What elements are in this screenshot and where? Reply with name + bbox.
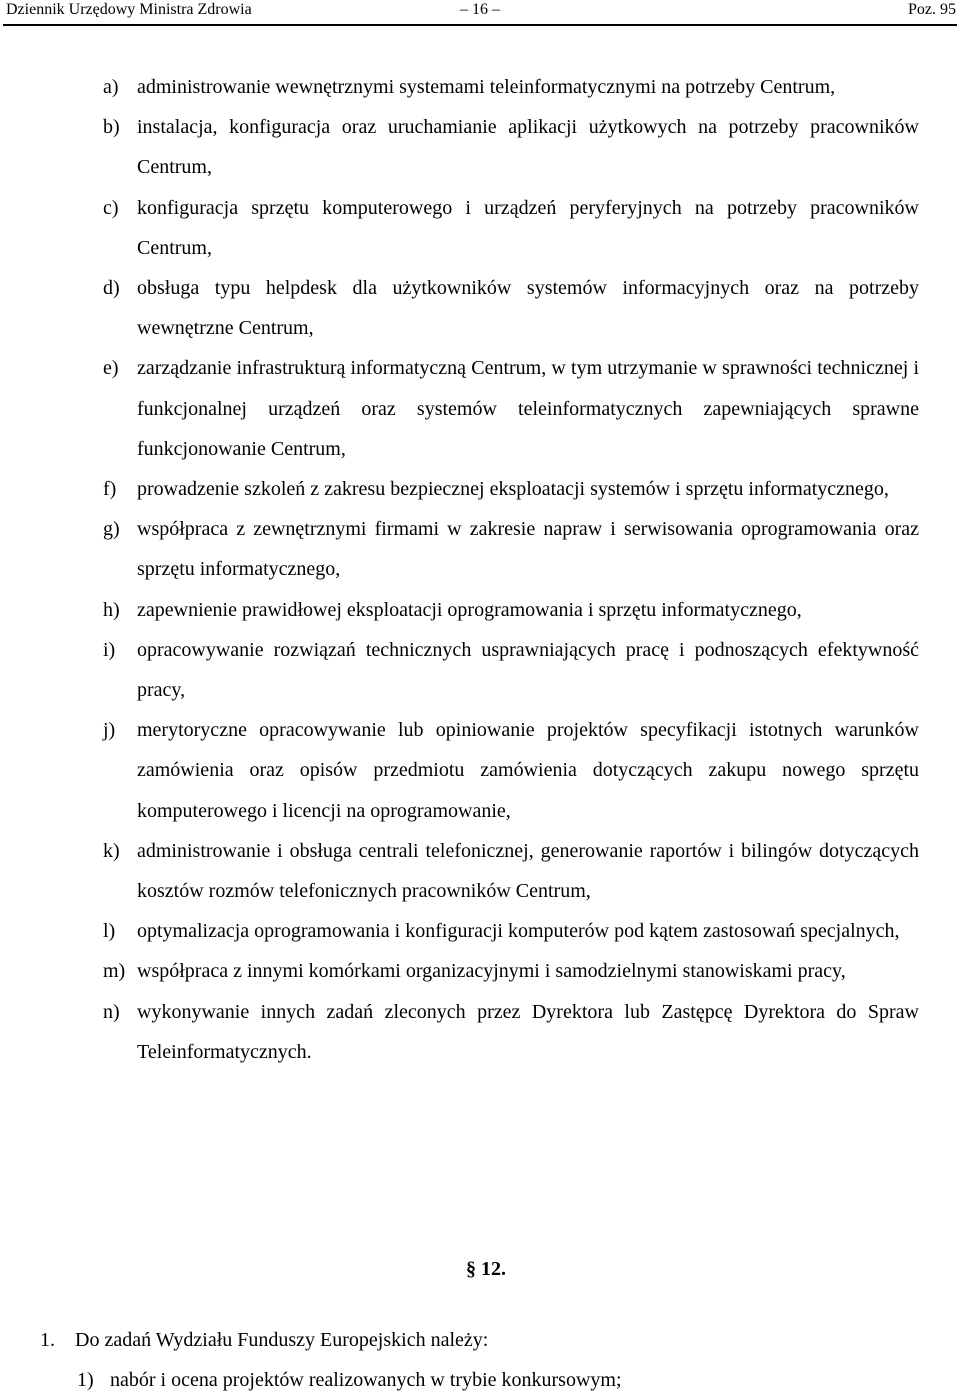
list-item [0,188,960,268]
section-heading: § 12. [466,1258,506,1280]
list-item [0,710,960,831]
list-item [0,831,960,911]
list-item [0,348,960,469]
list-item [0,469,960,509]
header-rule [3,24,957,26]
list-marker: g) [103,518,120,541]
list-item [0,67,960,107]
list-marker: e) [103,357,119,380]
list-marker: n) [103,1000,120,1023]
list-marker: j) [103,719,116,742]
list-item [0,590,960,630]
paragraph-1-intro [0,1320,960,1360]
list-marker: m) [103,960,126,983]
list-item-text: administrowanie wewnętrznymi systemami teleinformatycznymi na potrzeby Centrum, [137,76,836,98]
list-marker: h) [103,598,120,621]
list-item [0,1360,960,1400]
point-text: nabór i ocena projektów realizowanych w trybie konkursowym; [110,1369,622,1391]
paragraph-text: Do zadań Wydziału Funduszy Europejskich należy: [75,1329,489,1351]
list-item-text: współpraca z zewnętrznymi firmami w zakresie napraw i serwisowania oprogramowania oraz sprzętu informatycznego, [137,518,919,581]
paragraph-number: 1. [40,1329,55,1351]
list-marker: a) [103,76,119,98]
list-item-text: obsługa typu helpdesk dla użytkowników systemów informacyjnych oraz na potrzeby wewnętrzne Centrum, [137,277,919,340]
page-header [0,0,960,26]
list-item [0,992,960,1072]
list-item-text: merytoryczne opracowywanie lub opiniowanie projektów specyfikacji istotnych warunków zamówienia oraz opisów przedmiotu zamówienia dotyczących zakupu nowego sprzętu komputerowego i licencji na oprogramowanie, [137,719,919,822]
list-item-text: instalacja, konfiguracja oraz uruchamianie aplikacji użytkowych na potrzeby pracowników Centrum, [137,116,919,179]
list-item-text: optymalizacja oprogramowania i konfiguracji komputerów pod kątem zastosowań specjalnych, [137,920,900,943]
list-item [0,107,960,187]
list-item [0,509,960,589]
task-list [0,67,960,1072]
list-marker: k) [103,839,120,862]
list-item [0,630,960,710]
list-item [0,911,960,951]
list-item-text: zapewnienie prawidłowej eksploatacji oprogramowania i sprzętu informatycznego, [137,598,802,621]
list-item-text: prowadzenie szkoleń z zakresu bezpiecznej eksploatacji systemów i sprzętu informatycznego, [137,478,889,501]
list-item-text: konfiguracja sprzętu komputerowego i urządzeń peryferyjnych na potrzeby pracowników Centrum, [137,196,919,259]
list-item [0,951,960,991]
list-marker: b) [103,116,120,139]
list-marker: d) [103,277,120,300]
list-item-text: wykonywanie innych zadań zleconych przez Dyrektora lub Zastępcę Dyrektora do Spraw Teleinformatycznych. [137,1000,919,1063]
list-marker: l) [103,920,116,943]
point-number: 1) [77,1369,94,1391]
list-marker: f) [103,478,117,501]
list-item-text: administrowanie i obsługa centrali telefonicznej, generowanie raportów i bilingów dotyczących kosztów rozmów telefonicznych pracowników Centrum, [137,839,919,903]
position-number: Poz. 95 [908,1,956,18]
paragraph-1 [0,1320,960,1400]
page-number: – 16 – [460,1,500,18]
list-item-text: zarządzanie infrastrukturą informatyczną Centrum, w tym utrzymanie w sprawności technicznej i funkcjonalnej urządzeń oraz systemów teleinformatycznych zapewniających sprawne funkcjonowanie Centrum, [137,357,919,460]
list-marker: c) [103,196,119,219]
list-item-text: opracowywanie rozwiązań technicznych usprawniających pracę i podnoszących efektywność pracy, [137,638,919,702]
list-item [0,268,960,348]
list-marker: i) [103,638,116,661]
list-item-text: współpraca z innymi komórkami organizacyjnymi i samodzielnymi stanowiskami pracy, [137,960,846,983]
journal-title: Dziennik Urzędowy Ministra Zdrowia [6,1,252,18]
